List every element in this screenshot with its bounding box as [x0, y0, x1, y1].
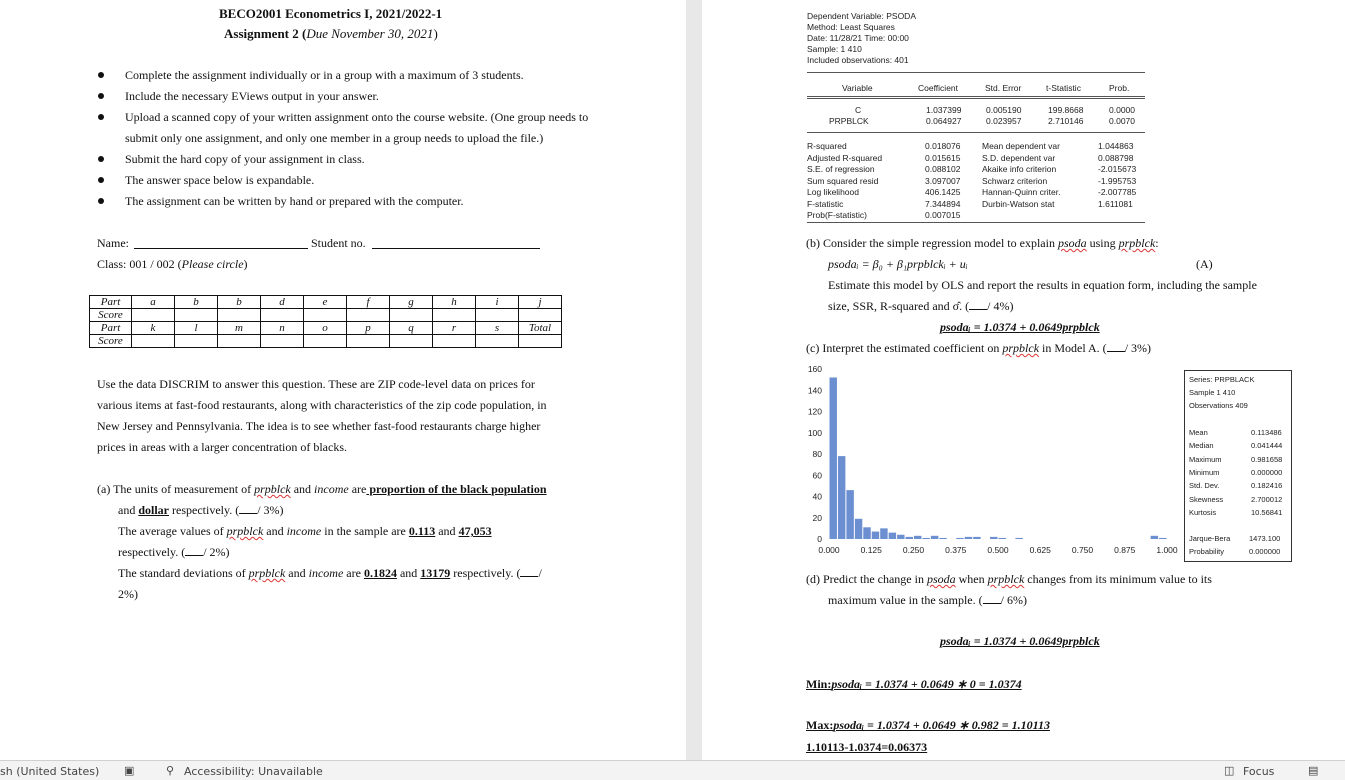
eviews-stat-value: 1.611081	[1098, 198, 1133, 209]
status-bar	[0, 760, 1345, 780]
histogram-bar	[1151, 536, 1158, 539]
eviews-header-line: Method: Least Squares	[807, 22, 895, 32]
y-tick-label: 120	[807, 406, 822, 417]
score-cell: Score	[90, 309, 132, 322]
qa-line-6: 2%)	[118, 587, 138, 601]
qc-line: (c) Interpret the estimated coefficient on prpblck in Model A. ( / 3%)	[806, 341, 1152, 355]
eviews-cell: PRPBLCK	[829, 116, 869, 126]
bullet-item: Include the necessary EViews output in your answer.	[125, 89, 379, 103]
eviews-stat-label: Sum squared resid	[807, 175, 879, 186]
x-tick-label: 0.625	[1029, 545, 1051, 555]
score-cell: p	[347, 322, 390, 335]
eviews-stat-label: Akaike info criterion	[982, 164, 1057, 174]
eviews-cell: 0.064927	[926, 116, 962, 126]
eviews-stat-label: Schwarz criterion	[982, 175, 1048, 186]
stats-series: Series: PRPBLACK	[1189, 375, 1255, 384]
eviews-cell: 0.0070	[1109, 116, 1135, 126]
stats-row-value: 2.700012	[1251, 494, 1283, 504]
histogram-bar	[939, 538, 946, 539]
histogram-bar	[990, 537, 997, 539]
score-entry[interactable]	[390, 335, 433, 348]
eviews-stat-value: 406.1425	[925, 187, 961, 197]
histogram-bar	[965, 537, 972, 539]
qb-line-1: (b) Consider the simple regression model to explain psoda using prpblck:	[806, 236, 1159, 250]
score-entry[interactable]	[218, 309, 261, 322]
eviews-rule	[807, 72, 1145, 73]
language-status[interactable]: sh (United States)	[0, 765, 100, 778]
eviews-header-line: Date: 11/28/21 Time: 00:00	[807, 33, 909, 43]
qd-line-1: (d) Predict the change in psoda when prpblck changes from its minimum value to its	[806, 572, 1212, 586]
eviews-stat-label: S.E. of regression	[807, 164, 875, 174]
bullet-dot	[98, 72, 104, 78]
qb-line-3: size, SSR, R-squared and σ̂. ( / 4%)	[828, 299, 1014, 313]
stats-row-label: Mean	[1189, 428, 1208, 437]
qa-line-5: The standard deviations of prpblck and income are 0.1824 and 13179 respectively. ( /	[118, 566, 542, 580]
eviews-col-se: Std. Error	[985, 83, 1022, 93]
fitted-equation: psodaᵢ = 1.0374 + 0.0649prpblck	[940, 320, 1100, 334]
score-entry[interactable]	[347, 309, 390, 322]
score-entry[interactable]	[519, 309, 562, 322]
histogram-bar	[999, 538, 1006, 539]
score-entry[interactable]	[218, 335, 261, 348]
score-cell: n	[261, 322, 304, 335]
y-tick-label: 60	[812, 470, 822, 481]
eviews-stat-value: 0.015615	[925, 152, 961, 163]
score-cell: a	[132, 296, 175, 309]
score-entry[interactable]	[519, 335, 562, 348]
stats-row-label: Skewness	[1189, 494, 1224, 504]
doc-subtitle: Assignment 2 (Due November 30, 2021)	[224, 26, 438, 41]
score-cell: s	[476, 322, 519, 335]
eviews-stat-value: 1.044863	[1098, 141, 1134, 151]
stats-row-value: 0.182416	[1251, 481, 1283, 491]
histogram-bar	[889, 533, 896, 539]
histogram-bar	[855, 519, 862, 539]
score-cell: m	[218, 322, 261, 335]
histogram-bar	[863, 527, 870, 539]
score-cell: Part	[90, 296, 132, 309]
eviews-stat-value: 7.344894	[925, 198, 961, 209]
doc-title: BECO2001 Econometrics I, 2021/2022-1	[219, 6, 443, 21]
qa-line-4: respectively. ( / 2%)	[118, 545, 230, 559]
eviews-cell: C	[855, 105, 862, 115]
focus-icon[interactable]: ◫	[1224, 764, 1235, 777]
eviews-stat-value: -1.995753	[1098, 175, 1137, 186]
y-tick-label: 20	[812, 512, 822, 523]
stats-row-label: Median	[1189, 441, 1214, 451]
eviews-cell: 0.005190	[986, 105, 1022, 115]
stats-row-label: Std. Dev.	[1189, 481, 1220, 491]
bullet-item: Upload a scanned copy of your written assignment onto the course website. (One group needs to	[125, 110, 589, 124]
score-entry[interactable]	[433, 309, 476, 322]
stats-box	[1184, 370, 1292, 562]
qa-line-3: The average values of prpblck and income in the sample are 0.113 and 47,053	[118, 524, 492, 538]
eviews-col-coef: Coefficient	[918, 83, 959, 93]
eviews-rule	[807, 96, 1145, 97]
qa-line-1: (a) The units of measurement of prpblck and income are proportion of the black population	[97, 482, 547, 496]
x-tick-label: 1.000	[1156, 545, 1178, 555]
stats-jb-value: 1473.100	[1249, 534, 1281, 543]
histogram-bar	[922, 538, 929, 539]
stats-row-label: Kurtosis	[1189, 507, 1217, 517]
histogram-bar	[1015, 538, 1022, 539]
y-tick-label: 40	[812, 491, 822, 502]
histogram-bar	[931, 536, 938, 539]
score-entry[interactable]	[132, 309, 175, 322]
score-entry[interactable]	[347, 335, 390, 348]
eviews-stat-label: Prob(F-statistic)	[807, 210, 867, 220]
eviews-stat-label: Hannan-Quinn criter.	[982, 187, 1061, 197]
focus-button[interactable]: Focus	[1243, 765, 1275, 778]
eviews-header-line: Sample: 1 410	[807, 44, 862, 54]
stats-row-value: 0.000000	[1251, 467, 1283, 477]
intro-line: Use the data DISCRIM to answer this question. These are ZIP code-level data on prices for	[97, 377, 535, 391]
score-cell: h	[433, 296, 476, 309]
stats-row-value: 0.041444	[1251, 441, 1283, 451]
qd-line-2: maximum value in the sample. ( / 6%)	[828, 593, 1027, 607]
stats-row-value: 0.113486	[1251, 428, 1282, 437]
accessibility-status[interactable]: Accessibility: Unavailable	[184, 765, 323, 778]
eviews-col-variable: Variable	[842, 83, 873, 93]
bullet-dot	[98, 198, 104, 204]
eviews-rule	[807, 222, 1145, 223]
bullet-item: Complete the assignment individually or in a group with a maximum of 3 students.	[125, 68, 524, 82]
histogram-bar	[897, 535, 904, 539]
x-tick-label: 0.500	[987, 545, 1009, 555]
score-entry[interactable]	[175, 335, 218, 348]
score-cell: g	[390, 296, 433, 309]
eviews-header-line: Included observations: 401	[807, 55, 909, 65]
eviews-cell: 0.023957	[986, 116, 1022, 126]
eviews-stat-label: S.D. dependent var	[982, 152, 1056, 163]
eviews-col-prob: Prob.	[1109, 83, 1130, 93]
score-entry[interactable]	[175, 309, 218, 322]
y-tick-label: 80	[812, 449, 822, 459]
histogram-bar	[906, 537, 913, 539]
eviews-stat-value: 0.007015	[925, 210, 961, 220]
eviews-rule	[807, 132, 1145, 133]
stats-row-value: 0.981658	[1251, 454, 1283, 464]
score-cell: e	[304, 296, 347, 309]
score-entry[interactable]	[261, 335, 304, 348]
score-entry[interactable]	[304, 335, 347, 348]
min-calc: Min:psodaᵢ = 1.0374 + 0.0649 ∗ 0 = 1.0374	[806, 677, 1022, 691]
eviews-stat-label: Durbin-Watson stat	[982, 198, 1055, 209]
accessibility-icon: ⚲	[166, 764, 175, 777]
stats-row-value: 10.56841	[1251, 507, 1283, 517]
histogram-bar	[846, 490, 853, 539]
eviews-cell: 0.0000	[1109, 105, 1135, 115]
eviews-stat-label: F-statistic	[807, 198, 844, 209]
bullet-item: The answer space below is expandable.	[125, 173, 315, 187]
eviews-col-t: t-Statistic	[1046, 83, 1081, 93]
qa-line-2: and dollar respectively. ( / 3%)	[118, 503, 284, 517]
x-tick-label: 0.375	[945, 545, 967, 555]
score-cell: l	[175, 322, 218, 335]
x-tick-label: 0.125	[860, 545, 882, 555]
y-tick-label: 160	[807, 364, 822, 374]
histogram-bar	[880, 528, 887, 539]
name-line[interactable]	[134, 248, 308, 249]
eviews-stat-label: Adjusted R-squared	[807, 152, 883, 163]
class-label: Class: 001 / 002 (Please circle)	[97, 257, 248, 271]
bullet-item-cont: submit only one assignment, and only one member in a group needs to upload the file.)	[125, 131, 544, 145]
student-no-label: Student no.	[311, 236, 366, 250]
score-entry[interactable]	[476, 335, 519, 348]
score-cell: i	[476, 296, 519, 309]
score-entry[interactable]	[132, 335, 175, 348]
stats-obs: Observations 409	[1189, 401, 1248, 410]
stats-row-label: Minimum	[1189, 467, 1220, 477]
score-cell: b	[175, 296, 218, 309]
score-cell: o	[304, 322, 347, 335]
score-entry[interactable]	[433, 335, 476, 348]
bullet-item: The assignment can be written by hand or prepared with the computer.	[125, 194, 464, 208]
eviews-stat-label: Log likelihood	[807, 187, 859, 197]
eviews-stat-label: R-squared	[807, 141, 847, 151]
model-tag: (A)	[1196, 257, 1213, 271]
bullet-dot	[98, 93, 104, 99]
score-entry[interactable]	[261, 309, 304, 322]
histogram-bar	[830, 378, 837, 540]
x-tick-label: 0.250	[902, 545, 925, 555]
eviews-header-line: Dependent Variable: PSODA	[807, 11, 916, 21]
eviews-header	[807, 11, 916, 66]
document-page-left	[0, 0, 686, 760]
x-tick-label: 0.875	[1114, 545, 1136, 555]
histogram-bar	[956, 538, 963, 539]
eviews-cell: 199.8668	[1048, 105, 1084, 115]
score-cell: Part	[90, 322, 132, 335]
fitted-equation-2: psodaᵢ = 1.0374 + 0.0649prpblck	[940, 634, 1100, 648]
proofing-icon[interactable]: ▣	[124, 764, 135, 777]
histogram-bar	[872, 532, 879, 539]
intro-line: various items at fast-food restaurants, along with characteristics of the zip code population, in	[97, 398, 547, 412]
eviews-stat-value: -2.015673	[1098, 164, 1137, 174]
name-label: Name:	[97, 236, 129, 250]
eviews-stat-value: 0.088798	[1098, 152, 1134, 163]
student-no-line[interactable]	[372, 248, 540, 249]
eviews-rule	[807, 98, 1145, 99]
histogram-bar	[1159, 538, 1166, 539]
y-tick-label: 100	[807, 427, 822, 438]
score-cell: d	[261, 296, 304, 309]
stats-prob-value: 0.000000	[1249, 547, 1281, 556]
eviews-stat-value: 3.097007	[925, 175, 961, 186]
score-cell: q	[390, 322, 433, 335]
eviews-stat-value: -2.007785	[1098, 187, 1137, 197]
stats-prob-label: Probability	[1189, 547, 1225, 556]
eviews-stat-value: 0.018076	[925, 141, 961, 151]
score-entry[interactable]	[304, 309, 347, 322]
score-cell: b	[218, 296, 261, 309]
score-entry[interactable]	[390, 309, 433, 322]
score-cell: f	[347, 296, 390, 309]
histogram-bar	[973, 537, 980, 539]
histogram-bar	[838, 456, 845, 539]
stats-sample: Sample 1 410	[1189, 388, 1236, 397]
max-calc: Max:psodaᵢ = 1.0374 + 0.0649 ∗ 0.982 = 1.10113	[806, 718, 1050, 732]
stats-row-label: Maximum	[1189, 454, 1222, 464]
bullet-dot	[98, 114, 104, 120]
qb-line-2: Estimate this model by OLS and report the results in equation form, including the sample	[828, 278, 1257, 292]
stats-jb-label: Jarque-Bera	[1189, 534, 1231, 543]
score-cell: Score	[90, 335, 132, 348]
score-table	[89, 295, 562, 348]
bullet-dot	[98, 177, 104, 183]
score-entry[interactable]	[476, 309, 519, 322]
intro-line: New Jersey and Pennsylvania. The idea is to see whether fast-food restaurants charge higher	[97, 419, 541, 433]
diff-calc[interactable]: 1.10113-1.0374=0.06373	[806, 740, 928, 754]
score-cell: k	[132, 322, 175, 335]
y-tick-label: 0	[817, 534, 822, 544]
eviews-cell: 2.710146	[1048, 116, 1084, 126]
model-equation: psodaᵢ = β₀ + β₁prpblckᵢ + uᵢ	[828, 257, 968, 271]
score-cell: r	[433, 322, 476, 335]
intro-line: prices in areas with a larger concentration of blacks.	[97, 440, 348, 454]
score-cell: Total	[519, 322, 562, 335]
eviews-stat-label: Mean dependent var	[982, 141, 1060, 151]
bullet-item: Submit the hard copy of your assignment in class.	[125, 152, 365, 166]
x-tick-label: 0.000	[818, 545, 840, 555]
score-cell: j	[519, 296, 562, 309]
eviews-cell: 1.037399	[926, 105, 962, 115]
x-tick-label: 0.750	[1071, 545, 1094, 555]
bullet-dot	[98, 156, 104, 162]
eviews-stat-value: 0.088102	[925, 164, 961, 174]
y-tick-label: 140	[807, 385, 822, 396]
histogram-bar	[914, 536, 921, 539]
read-mode-icon[interactable]: ▤	[1308, 764, 1319, 777]
